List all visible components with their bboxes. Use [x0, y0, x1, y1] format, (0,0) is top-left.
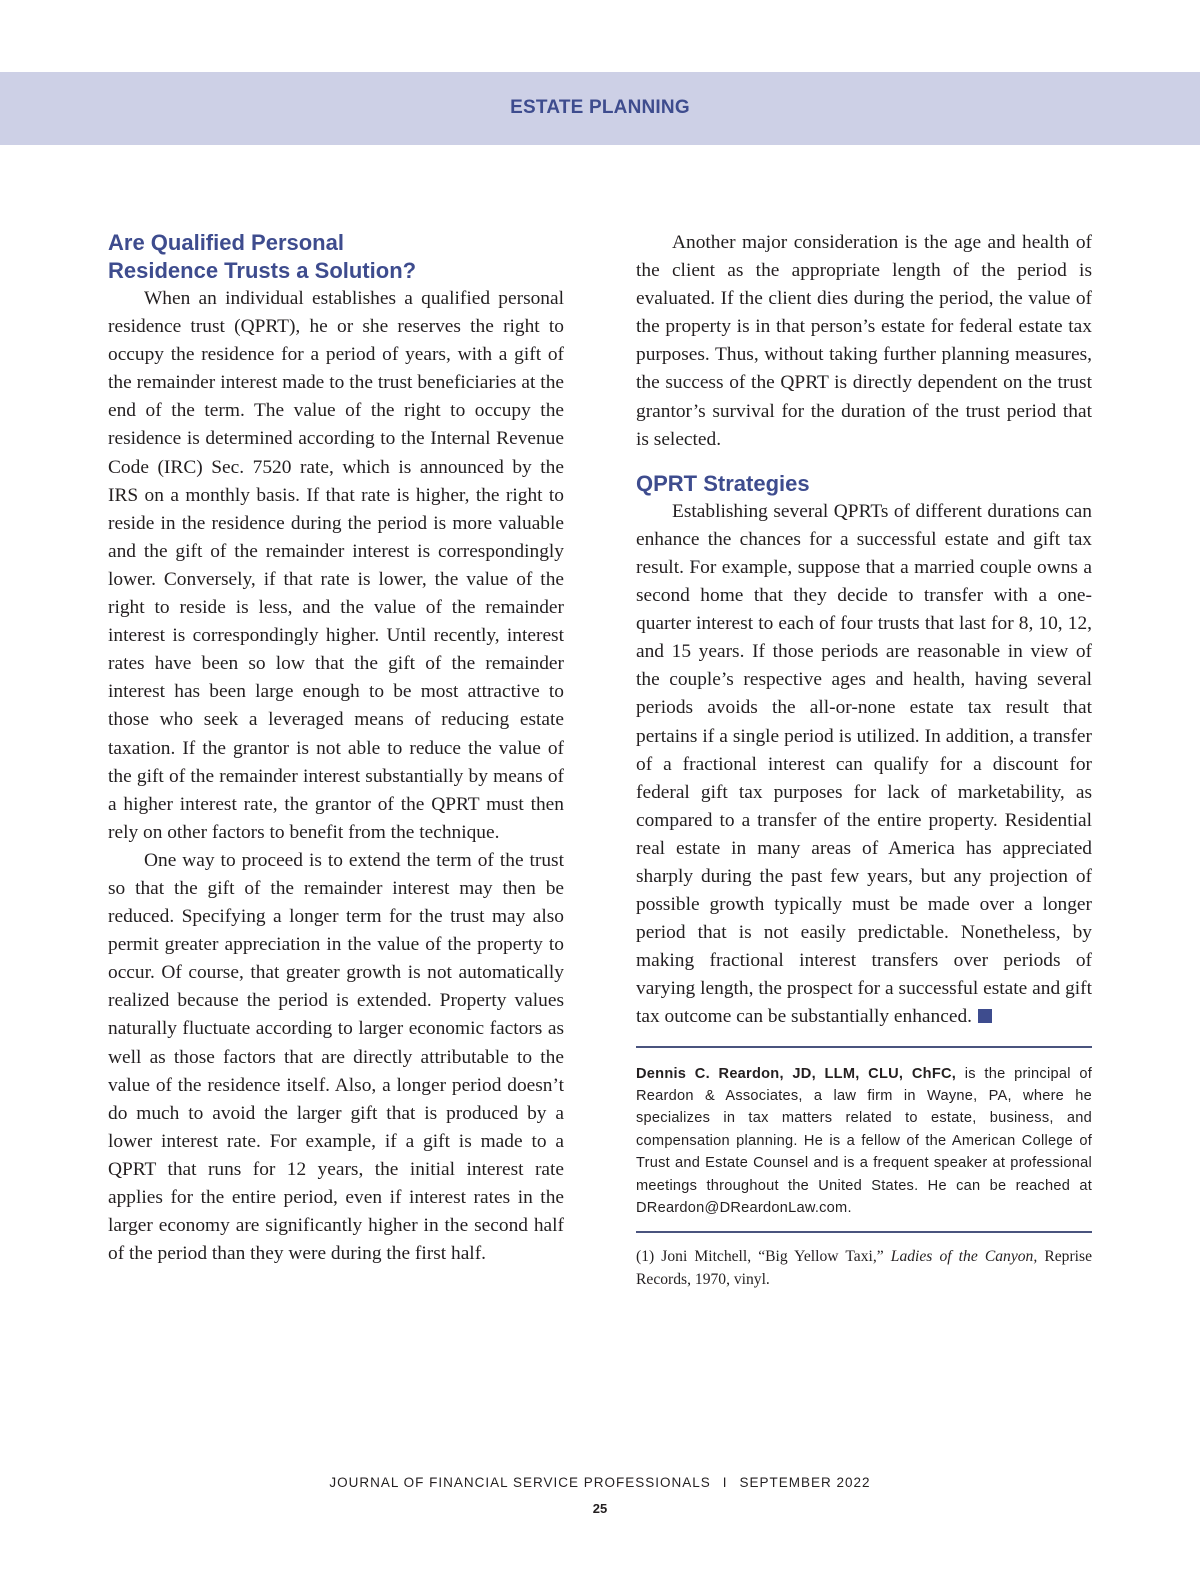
body-paragraph: Another major consideration is the age and health of the client as the appropriate length of the period is evaluated. If the client dies during the period, the value of the property is in that person’s estate for federal estate tax purposes. Thus, without taking further planning measures, the success of the QPRT is directly dependent on the trust grantor’s survival for the duration of the trust period that is selected. [636, 232, 1092, 450]
footnote [636, 1245, 1092, 1291]
section-title: ESTATE PLANNING [510, 97, 690, 118]
footer-separator: I [722, 1475, 728, 1490]
body-paragraph: One way to proceed is to extend the term of the trust so that the gift of the remainder interest may then be reduced. Specifying a longer term for the trust may also permit greater appreciation in the value of the property to occur. Of course, that greater growth is not automatically realized because the period is extended. Property values naturally fluctuate according to larger economic factors as well as those factors that are directly attributable to the value of the residence itself. Also, a longer period doesn’t do much to avoid the larger gift that is produced by a lower interest rate. For example, if a gift is made to a QPRT that runs for 12 years, the initial interest rate applies for the entire period, even if interest rates in the larger economy are significantly higher in the second half of the period than they were during the first half. [108, 849, 564, 1265]
heading-line-2: Residence Trusts a Solution? [108, 258, 417, 283]
body-paragraph-text: Establishing several QPRTs of different durations can enhance the chances for a successful estate and gift tax result. For example, suppose that a married couple owns a second home that they decide to transfer with a one-quarter interest to each of four trusts that last for 8, 10, 12, and 15 years. If those periods are reasonable in view of the couple’s respective ages and health, having several periods avoids the all-or-none estate tax result that pertains if a single period is utilized. In addition, a transfer of a fractional interest can qualify for a discount for federal gift tax purposes for lack of marketability, as compared to a transfer of the entire property. Residential real estate in many areas of America has appreciated sharply during the past few years, but any projection of possible growth typically must be made over a longer period that is not easily predictable. Nonetheless, by making fractional interest transfers over periods of varying length, the prospect for a successful estate and gift tax outcome can be substantially enhanced. [636, 500, 1092, 1028]
body-paragraph-final [636, 498, 1092, 1032]
end-of-article-square-icon [978, 1009, 992, 1023]
article-heading [108, 229, 564, 285]
author-bio [636, 1063, 1092, 1220]
divider [636, 1231, 1092, 1233]
body-paragraph: When an individual establishes a qualified personal residence trust (QPRT), he or she reserves the right to occupy the residence for a period of years, with a gift of the remainder interest made to the trust beneficiaries at the end of the term. The value of the right to occupy the residence is determined according to the Internal Revenue Code (IRC) Sec. 7520 rate, which is announced by the IRS on a monthly basis. If that rate is higher, the right to reside in the residence during the period is more valuable and the gift of the remainder interest is correspondingly lower. Conversely, if that rate is lower, the value of the right to reside is less, and the value of the remainder interest is correspondingly higher. Until recently, interest rates have been so low that the gift of the remainder interest has been large enough to be most attractive to those who seek a leveraged means of reducing estate taxation. If the grantor is not able to reduce the value of the gift of the remainder interest substantially by means of a higher interest rate, the grantor of the QPRT must then rely on other factors to benefit from the technique. [108, 288, 564, 843]
heading-line-1: Are Qualified Personal [108, 230, 344, 255]
divider [636, 1046, 1092, 1048]
footnote-prefix: (1) Joni Mitchell, “Big Yellow Taxi,” [636, 1248, 884, 1266]
subsection-heading: QPRT Strategies [636, 470, 810, 496]
footer-line [0, 1475, 1200, 1490]
author-name: Dennis C. Reardon, JD, LLM, CLU, ChFC, [636, 1065, 957, 1082]
footnote-suffix: Reprise Records, 1970, vinyl. [636, 1248, 1092, 1289]
footnote-album: Ladies of the Canyon, [890, 1248, 1038, 1266]
issue-date: SEPTEMBER 2022 [739, 1475, 871, 1490]
right-column [636, 229, 1092, 1291]
page-number: 25 [592, 1501, 608, 1516]
author-bio-text: is the principal of Reardon & Associates, a law firm in Wayne, PA, where he specializes in tax matters related to estate, business, and compensation planning. He is a fellow of the American College of Trust and Estate Counsel and is a frequent speaker at professional meetings throughout the United States. He can be reached at DReardon@DReardonLaw.com. [636, 1065, 1092, 1216]
journal-name: JOURNAL OF FINANCIAL SERVICE PROFESSIONALS [329, 1475, 711, 1490]
left-column [108, 229, 564, 1268]
